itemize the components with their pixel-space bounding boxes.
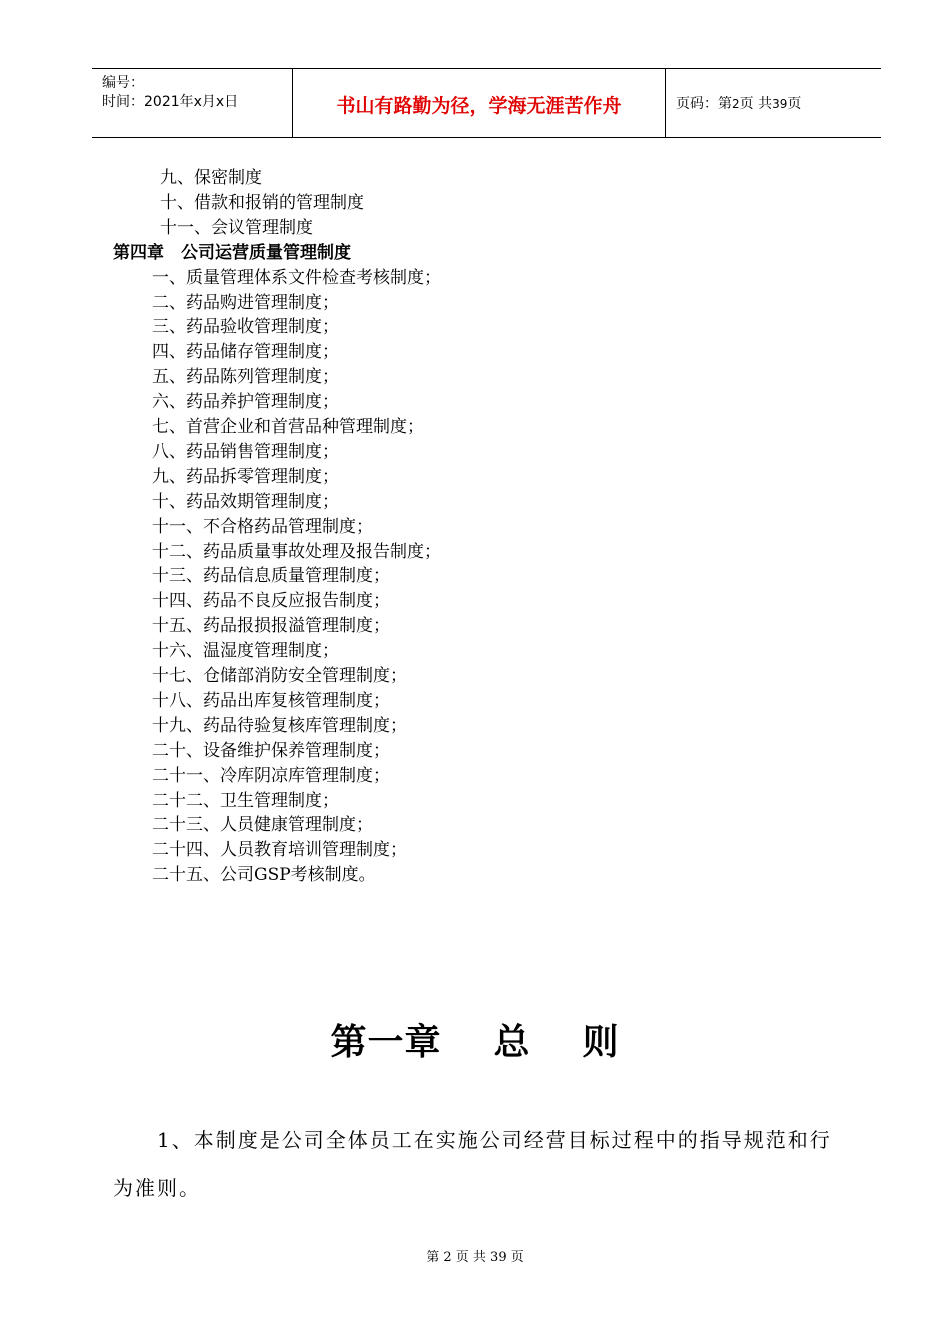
document-time-label: 时间：2021年x月x日 xyxy=(102,94,239,110)
toc-item: 四、药品储存管理制度； xyxy=(152,342,339,363)
toc-item: 十七、仓储部消防安全管理制度； xyxy=(152,666,407,686)
header-motto: 书山有路勤为径，学海无涯苦作舟 xyxy=(336,95,622,117)
toc-chapter-heading: 第四章 公司运营质量管理制度 xyxy=(113,242,351,263)
toc-item: 八、药品销售管理制度； xyxy=(152,441,339,462)
toc-item: 二十二、卫生管理制度； xyxy=(152,790,339,811)
toc-item: 十六、温湿度管理制度； xyxy=(152,641,339,662)
page-footer: 第 2 页 共 39 页 xyxy=(426,1250,524,1265)
toc-item: 二十一、冷库阴凉库管理制度； xyxy=(152,765,390,786)
toc-item: 六、药品养护管理制度； xyxy=(152,392,339,413)
chapter-title: 第一章 总 则 xyxy=(330,1022,620,1063)
toc-item: 十一、不合格药品管理制度； xyxy=(152,516,373,537)
body-paragraph xyxy=(113,1116,853,1212)
toc-item: 七、首营企业和首营品种管理制度； xyxy=(152,417,424,437)
paragraph-line-1: 1、本制度是公司全体员工在实施公司经营目标过程中的指导规范和行 xyxy=(157,1128,832,1152)
toc-item: 十二、药品质量事故处理及报告制度； xyxy=(152,541,441,562)
toc-item: 十、借款和报销的管理制度 xyxy=(160,192,364,213)
paragraph-line-2: 为准则。 xyxy=(113,1176,201,1200)
toc-item: 五、药品陈列管理制度； xyxy=(152,367,339,388)
header-info-cell xyxy=(92,69,292,137)
toc-item: 十、药品效期管理制度； xyxy=(152,491,339,512)
toc-item: 一、质量管理体系文件检查考核制度； xyxy=(152,267,441,288)
toc-item: 十八、药品出库复核管理制度； xyxy=(152,690,390,711)
toc-item: 九、保密制度 xyxy=(160,168,262,188)
toc-item: 二十四、人员教育培训管理制度； xyxy=(152,840,407,861)
toc-item: 二十三、人员健康管理制度； xyxy=(152,815,373,836)
header-motto-cell xyxy=(292,69,666,137)
toc-item: 九、药品拆零管理制度； xyxy=(152,466,339,487)
toc-item: 十九、药品待验复核库管理制度； xyxy=(152,715,407,736)
document-number-label: 编号： xyxy=(102,75,144,91)
toc-item: 十三、药品信息质量管理制度； xyxy=(152,566,390,587)
toc-item: 十一、会议管理制度 xyxy=(160,217,313,238)
toc-item: 二十、设备维护保养管理制度； xyxy=(152,740,390,761)
toc-item: 十五、药品报损报溢管理制度； xyxy=(152,616,390,637)
document-header xyxy=(92,68,881,138)
toc-item: 十四、药品不良反应报告制度； xyxy=(152,591,390,612)
toc-item: 二、药品购进管理制度； xyxy=(152,292,339,313)
toc-item: 二十五、公司GSP考核制度。 xyxy=(152,865,376,886)
toc-item: 三、药品验收管理制度； xyxy=(152,317,339,338)
header-page-cell xyxy=(666,69,881,137)
header-page-number: 页码：第2页 共39页 xyxy=(676,96,802,112)
